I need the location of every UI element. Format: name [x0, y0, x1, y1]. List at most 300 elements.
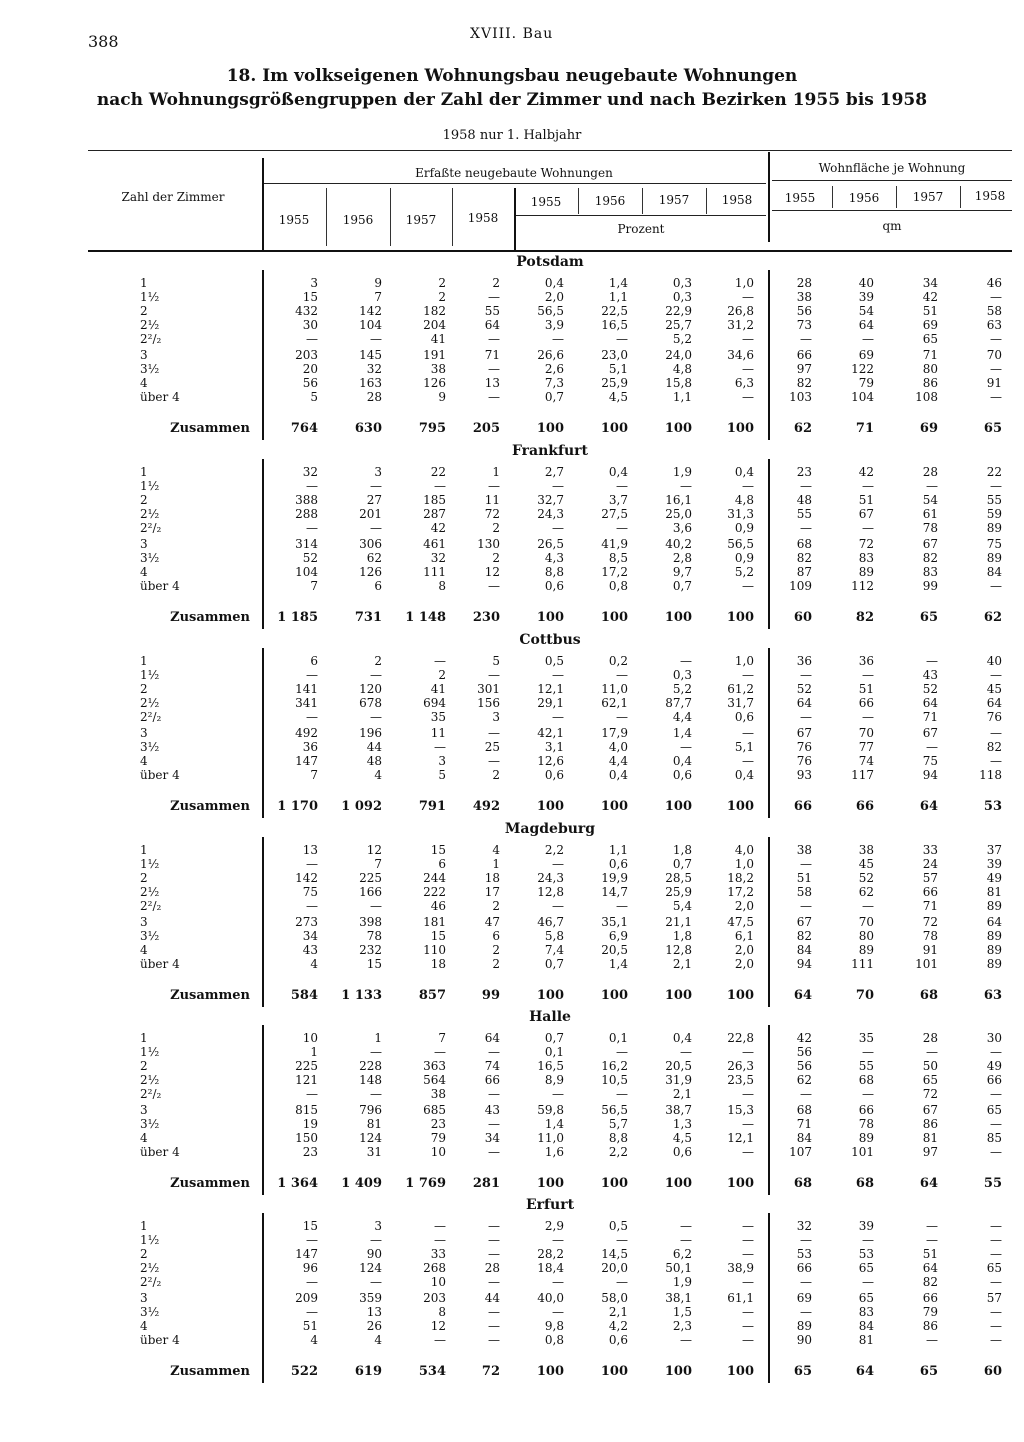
table-cell: 2	[492, 276, 500, 290]
table-cell: 0,4	[734, 768, 754, 782]
table-cell: 3,7	[608, 493, 628, 507]
table-cell: 64	[796, 696, 812, 710]
table-cell: 71	[922, 348, 938, 362]
table-cell: —	[680, 740, 692, 754]
table-row	[0, 1219, 1024, 1233]
table-cell: 66	[858, 696, 874, 710]
table-cell: 15,8	[665, 376, 692, 390]
table-cell: 82	[796, 929, 812, 943]
total-cell: 68	[793, 1176, 812, 1191]
table-cell: 32	[796, 1219, 812, 1233]
table-cell: —	[552, 479, 564, 493]
table-cell: 28	[796, 276, 812, 290]
table-cell: 148	[359, 1073, 382, 1087]
table-cell: 15	[302, 290, 318, 304]
table-cell: 64	[484, 1031, 500, 1045]
header-group2-rule	[772, 180, 1012, 181]
table-cell: —	[616, 1087, 628, 1101]
table-cell: 0,3	[672, 290, 692, 304]
table-cell: 72	[858, 537, 874, 551]
table-row	[0, 843, 1024, 857]
table-cell: —	[488, 362, 500, 376]
table-cell: 52	[858, 871, 874, 885]
table-cell: 30	[302, 318, 318, 332]
total-label: Zusammen	[170, 988, 250, 1003]
header-qm-year: 1957	[912, 190, 944, 204]
total-cell: 66	[855, 799, 874, 814]
table-cell: 65	[858, 1261, 874, 1275]
table-cell: 80	[858, 929, 874, 943]
table-cell: 101	[851, 1145, 874, 1159]
table-cell: 22	[986, 465, 1002, 479]
table-cell: —	[926, 479, 938, 493]
table-row	[0, 376, 1024, 390]
table-cell: 0,7	[544, 390, 564, 404]
table-cell: 43	[922, 668, 938, 682]
table-cell: 222	[423, 885, 446, 899]
table-row	[0, 1275, 1024, 1289]
table-cell: 80	[922, 362, 938, 376]
table-cell: 32	[302, 465, 318, 479]
table-cell: 85	[986, 1131, 1002, 1145]
table-row	[0, 579, 1024, 593]
table-cell: 56	[796, 1059, 812, 1073]
table-cell: —	[488, 726, 500, 740]
table-cell: 23,0	[601, 348, 628, 362]
total-cell: 82	[855, 610, 874, 625]
table-cell: 1,0	[734, 276, 754, 290]
table-cell: 101	[915, 957, 938, 971]
table-cell: 26,6	[537, 348, 564, 362]
table-cell: 18	[484, 871, 500, 885]
table-cell: 0,7	[672, 857, 692, 871]
table-cell: 0,6	[608, 857, 628, 871]
table-cell: 56	[302, 376, 318, 390]
table-cell: 56,5	[537, 304, 564, 318]
row-label: 1½	[140, 1233, 160, 1247]
table-cell: —	[742, 1233, 754, 1247]
table-cell: 31,2	[727, 318, 754, 332]
table-cell: —	[990, 668, 1002, 682]
table-cell: 1,0	[734, 654, 754, 668]
table-cell: 16,1	[665, 493, 692, 507]
table-cell: 46,7	[537, 915, 564, 929]
table-cell: 5,8	[544, 929, 564, 943]
table-cell: 4	[310, 957, 318, 971]
table-cell: 150	[295, 1131, 318, 1145]
table-cell: 8	[438, 579, 446, 593]
table-row	[0, 348, 1024, 362]
table-cell: —	[680, 479, 692, 493]
table-cell: —	[742, 479, 754, 493]
table-cell: 19	[302, 1117, 318, 1131]
row-label: 4	[140, 565, 148, 579]
table-cell: 78	[366, 929, 382, 943]
table-cell: 2	[492, 943, 500, 957]
table-cell: —	[552, 1305, 564, 1319]
table-cell: 201	[359, 507, 382, 521]
table-cell: 3,1	[544, 740, 564, 754]
table-cell: 109	[789, 579, 812, 593]
table-cell: 3	[310, 276, 318, 290]
table-cell: 0,5	[544, 654, 564, 668]
table-cell: —	[862, 1233, 874, 1247]
table-row	[0, 754, 1024, 768]
table-cell: 5	[310, 390, 318, 404]
table-cell: 3	[374, 1219, 382, 1233]
row-label: 2²/₂	[140, 1275, 162, 1289]
table-cell: —	[370, 521, 382, 535]
table-cell: —	[990, 754, 1002, 768]
table-cell: 1,3	[672, 1117, 692, 1131]
table-cell: 61,2	[727, 682, 754, 696]
table-cell: 2	[492, 957, 500, 971]
table-cell: 0,4	[544, 276, 564, 290]
table-cell: 110	[423, 943, 446, 957]
table-cell: 76	[796, 740, 812, 754]
total-cell: 619	[354, 1364, 382, 1379]
table-row	[0, 479, 1024, 493]
table-cell: 93	[796, 768, 812, 782]
page-number: 388	[88, 32, 119, 51]
table-cell: 126	[359, 565, 382, 579]
table-cell: 51	[858, 493, 874, 507]
table-cell: 268	[423, 1261, 446, 1275]
table-cell: —	[990, 332, 1002, 346]
table-cell: 7	[310, 768, 318, 782]
table-cell: 0,7	[672, 579, 692, 593]
table-cell: 0,6	[672, 1145, 692, 1159]
table-cell: —	[552, 1275, 564, 1289]
table-cell: 46	[986, 276, 1002, 290]
table-cell: 89	[858, 943, 874, 957]
table-cell: 6,3	[734, 376, 754, 390]
total-cell: 100	[726, 1176, 754, 1191]
table-cell: 46	[430, 899, 446, 913]
table-cell: 14,5	[601, 1247, 628, 1261]
table-cell: 89	[986, 929, 1002, 943]
table-cell: —	[862, 710, 874, 724]
table-cell: —	[800, 1087, 812, 1101]
table-cell: 64	[986, 696, 1002, 710]
table-cell: —	[370, 1087, 382, 1101]
table-cell: 94	[922, 768, 938, 782]
table-cell: —	[800, 1305, 812, 1319]
row-label: 3	[140, 1291, 148, 1305]
table-cell: 7,3	[544, 376, 564, 390]
table-cell: 23	[430, 1117, 446, 1131]
table-cell: 64	[858, 318, 874, 332]
table-cell: 55	[484, 304, 500, 318]
table-cell: —	[990, 1275, 1002, 1289]
total-cell: 492	[472, 799, 500, 814]
table-cell: 15	[302, 1219, 318, 1233]
table-cell: 38,9	[727, 1261, 754, 1275]
table-row	[0, 943, 1024, 957]
table-cell: 20,5	[601, 943, 628, 957]
table-cell: 64	[484, 318, 500, 332]
table-cell: 273	[295, 915, 318, 929]
table-cell: 56,5	[601, 1103, 628, 1117]
table-cell: 4,8	[672, 362, 692, 376]
table-cell: —	[488, 290, 500, 304]
table-row	[0, 1233, 1024, 1247]
table-cell: —	[616, 668, 628, 682]
table-cell: 3,6	[672, 521, 692, 535]
table-cell: 38	[430, 362, 446, 376]
table-cell: 1,8	[672, 929, 692, 943]
total-label: Zusammen	[170, 799, 250, 814]
total-cell: 99	[481, 988, 500, 1003]
total-cell: 100	[664, 1364, 692, 1379]
table-cell: 26,5	[537, 537, 564, 551]
total-cell: 66	[793, 799, 812, 814]
table-cell: 7	[310, 579, 318, 593]
table-cell: 2,2	[608, 1145, 628, 1159]
table-cell: 1	[310, 1045, 318, 1059]
row-label: 1½	[140, 668, 160, 682]
table-cell: 32	[366, 362, 382, 376]
table-cell: 70	[858, 726, 874, 740]
table-cell: 225	[359, 871, 382, 885]
table-cell: 87,7	[665, 696, 692, 710]
table-cell: —	[370, 479, 382, 493]
table-cell: 30	[986, 1031, 1002, 1045]
table-cell: 11	[484, 493, 500, 507]
table-cell: —	[434, 1219, 446, 1233]
table-cell: —	[488, 390, 500, 404]
table-row	[0, 957, 1024, 971]
table-cell: 84	[986, 565, 1002, 579]
table-cell: 72	[922, 1087, 938, 1101]
table-cell: 9,7	[672, 565, 692, 579]
table-cell: 0,3	[672, 668, 692, 682]
table-cell: 0,8	[544, 1333, 564, 1347]
table-cell: 244	[423, 871, 446, 885]
total-cell: 1 185	[277, 610, 318, 625]
table-cell: 12	[366, 843, 382, 857]
table-cell: 31,3	[727, 507, 754, 521]
table-row	[0, 696, 1024, 710]
table-cell: 22,8	[727, 1031, 754, 1045]
table-cell: 0,6	[544, 768, 564, 782]
header-qm-year: 1956	[848, 191, 880, 205]
table-cell: 18	[430, 957, 446, 971]
table-cell: 209	[295, 1291, 318, 1305]
table-cell: 81	[986, 885, 1002, 899]
table-cell: 15	[430, 929, 446, 943]
total-cell: 100	[600, 610, 628, 625]
table-cell: 166	[359, 885, 382, 899]
table-cell: 43	[484, 1103, 500, 1117]
row-label: über 4	[140, 579, 180, 593]
table-cell: 36	[796, 654, 812, 668]
total-cell: 100	[726, 421, 754, 436]
table-cell: 1,5	[672, 1305, 692, 1319]
table-cell: 1	[492, 465, 500, 479]
table-cell: 43	[302, 943, 318, 957]
table-cell: 1,1	[608, 290, 628, 304]
table-cell: 3	[492, 710, 500, 724]
table-cell: 97	[922, 1145, 938, 1159]
table-cell: 34,6	[727, 348, 754, 362]
table-cell: 796	[359, 1103, 382, 1117]
total-cell: 1 092	[341, 799, 382, 814]
table-row	[0, 362, 1024, 376]
header-pct-year: 1956	[594, 194, 626, 208]
row-label: 2½	[140, 1261, 160, 1275]
total-cell: 100	[536, 421, 564, 436]
table-cell: —	[680, 1333, 692, 1347]
total-cell: 100	[726, 610, 754, 625]
table-row	[0, 899, 1024, 913]
total-cell: 100	[726, 1364, 754, 1379]
total-cell: 100	[600, 799, 628, 814]
table-cell: —	[990, 390, 1002, 404]
table-cell: —	[616, 332, 628, 346]
total-cell: 100	[600, 421, 628, 436]
table-cell: 111	[851, 957, 874, 971]
region-name: Cottbus	[519, 632, 581, 648]
table-title-line2: nach Wohnungsgrößengruppen der Zahl der Zimmer und nach Bezirken 1955 bis 1958	[96, 90, 928, 110]
region-section	[0, 1009, 1024, 1195]
table-cell: 40,2	[665, 537, 692, 551]
table-cell: 2,9	[544, 1219, 564, 1233]
table-cell: 7	[374, 857, 382, 871]
total-cell: 64	[919, 1176, 938, 1191]
table-cell: 26,8	[727, 304, 754, 318]
row-label: 1½	[140, 857, 160, 871]
total-cell: 230	[472, 610, 500, 625]
table-cell: 6	[438, 857, 446, 871]
row-label: 1½	[140, 479, 160, 493]
table-cell: 24,3	[537, 507, 564, 521]
table-cell: —	[990, 290, 1002, 304]
table-cell: 204	[423, 318, 446, 332]
table-row	[0, 1305, 1024, 1319]
total-cell: 65	[793, 1364, 812, 1379]
table-cell: 33	[430, 1247, 446, 1261]
table-cell: 1,1	[608, 843, 628, 857]
table-cell: 0,7	[544, 1031, 564, 1045]
header-group-area: Wohnfläche je Wohnung	[818, 161, 966, 175]
table-cell: 2,1	[608, 1305, 628, 1319]
table-cell: 91	[922, 943, 938, 957]
table-cell: 35	[858, 1031, 874, 1045]
table-cell: —	[862, 899, 874, 913]
table-cell: —	[680, 1219, 692, 1233]
table-cell: 89	[986, 521, 1002, 535]
table-cell: —	[488, 332, 500, 346]
table-cell: 5	[492, 654, 500, 668]
table-cell: 82	[922, 551, 938, 565]
table-cell: 59,8	[537, 1103, 564, 1117]
table-cell: 55	[858, 1059, 874, 1073]
table-cell: 2,3	[672, 1319, 692, 1333]
table-cell: 17,2	[727, 885, 754, 899]
total-cell: 205	[472, 421, 500, 436]
total-cell: 63	[983, 988, 1002, 1003]
table-cell: 694	[423, 696, 446, 710]
table-cell: 20,5	[665, 1059, 692, 1073]
table-cell: —	[434, 479, 446, 493]
total-cell: 68	[855, 1176, 874, 1191]
table-cell: 23,5	[727, 1073, 754, 1087]
table-cell: 69	[922, 318, 938, 332]
row-label: 3½	[140, 740, 160, 754]
table-cell: 2,6	[544, 362, 564, 376]
table-cell: 89	[986, 551, 1002, 565]
table-cell: 82	[796, 551, 812, 565]
table-cell: 2	[438, 290, 446, 304]
table-cell: —	[616, 1275, 628, 1289]
table-cell: 12,1	[727, 1131, 754, 1145]
table-cell: 4,4	[608, 754, 628, 768]
table-cell: 66	[796, 348, 812, 362]
table-cell: —	[616, 899, 628, 913]
table-cell: 182	[423, 304, 446, 318]
table-row	[0, 1031, 1024, 1045]
header-qm-year: 1958	[974, 189, 1006, 203]
table-cell: 50	[922, 1059, 938, 1073]
table-cell: 3	[438, 754, 446, 768]
table-cell: 82	[796, 376, 812, 390]
table-cell: 181	[423, 915, 446, 929]
table-row	[0, 885, 1024, 899]
table-cell: 33	[922, 843, 938, 857]
table-cell: 2,0	[734, 943, 754, 957]
table-cell: 81	[858, 1333, 874, 1347]
table-row	[0, 871, 1024, 885]
table-cell: 24,3	[537, 871, 564, 885]
table-cell: —	[800, 710, 812, 724]
table-cell: —	[990, 1333, 1002, 1347]
table-cell: 232	[359, 943, 382, 957]
table-cell: 41,9	[601, 537, 628, 551]
table-cell: 87	[796, 565, 812, 579]
table-cell: 191	[423, 348, 446, 362]
table-cell: —	[434, 1333, 446, 1347]
row-label: 4	[140, 376, 148, 390]
table-cell: 4	[374, 1333, 382, 1347]
table-cell: 2,0	[734, 899, 754, 913]
table-cell: —	[488, 1117, 500, 1131]
table-cell: 32	[430, 551, 446, 565]
table-cell: —	[434, 1233, 446, 1247]
table-row	[0, 915, 1024, 929]
total-cell: 522	[290, 1364, 318, 1379]
total-cell: 1 409	[341, 1176, 382, 1191]
table-cell: 1,9	[672, 465, 692, 479]
total-row	[0, 611, 1024, 625]
table-cell: 68	[796, 1103, 812, 1117]
table-cell: 89	[796, 1319, 812, 1333]
table-cell: 388	[295, 493, 318, 507]
table-cell: 17,9	[601, 726, 628, 740]
table-cell: —	[862, 521, 874, 535]
table-cell: 15	[430, 843, 446, 857]
table-cell: 111	[423, 565, 446, 579]
table-cell: —	[862, 479, 874, 493]
row-label: über 4	[140, 390, 180, 404]
row-label: 3	[140, 348, 148, 362]
table-cell: 34	[302, 929, 318, 943]
table-row	[0, 465, 1024, 479]
table-cell: —	[742, 579, 754, 593]
table-cell: 68	[796, 537, 812, 551]
table-cell: 31	[366, 1145, 382, 1159]
table-cell: 564	[423, 1073, 446, 1087]
